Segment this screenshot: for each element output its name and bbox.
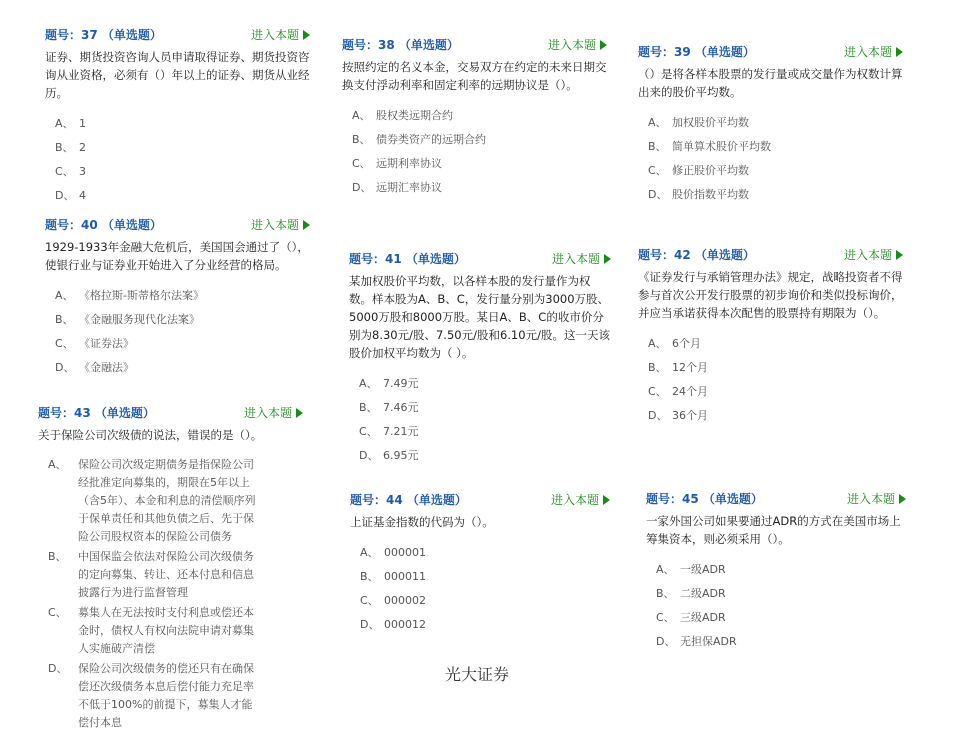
options-list	[349, 376, 611, 464]
enter-question-button[interactable]: 进入本题	[844, 43, 903, 60]
option-a[interactable]: A、 《格拉斯-斯蒂格尔法案》	[55, 289, 204, 302]
option-a[interactable]: A、 000001	[360, 546, 426, 559]
option-b[interactable]: B、 债券类资产的远期合约	[352, 133, 486, 146]
enter-question-button[interactable]: 进入本题	[552, 250, 611, 267]
question-card-42	[638, 246, 903, 432]
options-list	[45, 116, 310, 204]
option-b[interactable]: B、 7.46元	[359, 401, 419, 414]
option-c[interactable]: C、 远期利率协议	[352, 157, 442, 170]
enter-question-button[interactable]: 进入本题	[251, 216, 310, 233]
question-stem: 证券、期货投资咨询人员申请取得证券、期货投资咨询从业资格，必须有（）年以上的证券、期货从业经历。	[45, 50, 310, 100]
options-list	[342, 108, 607, 196]
play-arrow-icon	[303, 220, 310, 230]
option-a[interactable]: A、 加权股价平均数	[648, 116, 749, 129]
question-stem: 上证基金指数的代码为（）。	[350, 515, 494, 529]
option-d[interactable]: D、 000012	[360, 618, 426, 631]
play-arrow-icon	[303, 30, 310, 40]
options-list	[350, 545, 610, 633]
question-title: 题号：42 （单选题）	[638, 248, 755, 262]
question-stem: 某加权股价平均数，以各样本股的发行量作为权数。样本股为A、B、C，发行量分别为3000万股、5000万股和8000万股。某日A、B、C的收市价分别为8.30元/股、7.50元/股和6.10元/股。这一天该股价加权平均数为（ ）。	[349, 274, 610, 360]
option-d[interactable]: D、 6.95元	[359, 449, 419, 462]
question-stem: 一家外国公司如果要通过ADR的方式在美国市场上筹集资本，则必须采用（）。	[646, 514, 901, 546]
question-card-40	[45, 216, 310, 384]
option-d[interactable]: D、 《金融法》	[55, 361, 134, 374]
question-stem: 1929-1933年金融大危机后，美国国会通过了（），使银行业与证券业开始进入了分业经营的格局。	[45, 240, 309, 272]
question-title: 题号：37 （单选题）	[45, 28, 162, 42]
options-list	[638, 115, 903, 203]
option-a[interactable]: A、 1	[55, 117, 86, 130]
option-c[interactable]: C、 000002	[360, 594, 426, 607]
option-a[interactable]: A、 保险公司次级定期债务是指保险公司经批准定向募集的，期限在5年以上（含5年）、本金和利息的清偿顺序列于保单责任和其他负债之后、先于保险公司股权资本的保险公司债务	[48, 458, 256, 543]
question-title: 题号：43 （单选题）	[38, 406, 155, 420]
options-list	[38, 456, 303, 732]
enter-question-button[interactable]: 进入本题	[551, 491, 610, 508]
option-b[interactable]: B、 《金融服务现代化法案》	[55, 313, 200, 326]
option-d[interactable]: D、 4	[55, 189, 86, 202]
play-arrow-icon	[899, 494, 906, 504]
option-c[interactable]: C、 24个月	[648, 385, 708, 398]
question-card-43	[38, 404, 303, 734]
play-arrow-icon	[600, 40, 607, 50]
question-card-39	[638, 43, 903, 211]
play-arrow-icon	[896, 250, 903, 260]
question-stem: 《证券发行与承销管理办法》规定，战略投资者不得参与首次公开发行股票的初步询价和类似投标询价，并应当承诺获得本次配售的股票持有期限为（）。	[638, 270, 903, 320]
question-title: 题号：41 （单选题）	[349, 252, 466, 266]
question-card-38	[342, 36, 607, 204]
option-c[interactable]: C、 7.21元	[359, 425, 419, 438]
option-d[interactable]: D、 36个月	[648, 409, 708, 422]
play-arrow-icon	[603, 495, 610, 505]
footer-brand-text: 光大证券	[445, 665, 510, 684]
option-b[interactable]: B、 中国保监会依法对保险公司次级债务的定向募集、转让、还本付息和信息披露行为进行监督管理	[48, 550, 254, 599]
enter-question-button[interactable]: 进入本题	[548, 36, 607, 53]
question-title: 题号：40 （单选题）	[45, 218, 162, 232]
option-b[interactable]: B、 简单算术股价平均数	[648, 140, 771, 153]
option-b[interactable]: B、 2	[55, 141, 86, 154]
option-d[interactable]: D、 无担保ADR	[656, 635, 737, 648]
option-b[interactable]: B、 二级ADR	[656, 587, 726, 600]
question-stem: 关于保险公司次级债的说法，错误的是（）。	[38, 428, 263, 442]
play-arrow-icon	[896, 47, 903, 57]
option-c[interactable]: C、 募集人在无法按时支付利息或偿还本金时，债权人有权向法院申请对募集人实施破产清偿	[48, 606, 254, 655]
enter-question-button[interactable]: 进入本题	[244, 404, 303, 421]
play-arrow-icon	[296, 408, 303, 418]
option-b[interactable]: B、 000011	[360, 570, 426, 583]
option-d[interactable]: D、 股价指数平均数	[648, 188, 749, 201]
play-arrow-icon	[604, 254, 611, 264]
option-a[interactable]: A、 7.49元	[359, 377, 419, 390]
question-title: 题号：38 （单选题）	[342, 38, 459, 52]
question-stem: （）是将各样本股票的发行量或成交量作为权数计算出来的股价平均数。	[638, 67, 903, 99]
option-c[interactable]: C、 《证券法》	[55, 337, 134, 350]
options-list	[638, 336, 903, 424]
question-title: 题号：39 （单选题）	[638, 45, 755, 59]
option-c[interactable]: C、 3	[55, 165, 86, 178]
question-title: 题号：45 （单选题）	[646, 492, 763, 506]
question-card-37	[45, 26, 310, 212]
enter-question-button[interactable]: 进入本题	[847, 490, 906, 507]
options-list	[45, 288, 310, 376]
question-card-41	[349, 250, 611, 472]
enter-question-button[interactable]: 进入本题	[844, 246, 903, 263]
question-title: 题号：44 （单选题）	[350, 493, 467, 507]
question-card-44	[350, 491, 610, 641]
option-c[interactable]: C、 三级ADR	[656, 611, 726, 624]
option-c[interactable]: C、 修正股价平均数	[648, 164, 749, 177]
enter-question-button[interactable]: 进入本题	[251, 26, 310, 43]
question-stem: 按照约定的名义本金，交易双方在约定的未来日期交换支付浮动利率和固定利率的远期协议是（）。	[342, 60, 607, 92]
option-d[interactable]: D、 保险公司次级债务的偿还只有在确保偿还次级债务本息后偿付能力充足率不低于100%的前提下，募集人才能偿付本息	[48, 662, 254, 729]
option-b[interactable]: B、 12个月	[648, 361, 708, 374]
option-a[interactable]: A、 6个月	[648, 337, 701, 350]
question-card-45	[646, 490, 906, 658]
option-a[interactable]: A、 一级ADR	[656, 563, 726, 576]
option-a[interactable]: A、 股权类远期合约	[352, 109, 453, 122]
option-d[interactable]: D、 远期汇率协议	[352, 181, 442, 194]
options-list	[646, 562, 906, 650]
